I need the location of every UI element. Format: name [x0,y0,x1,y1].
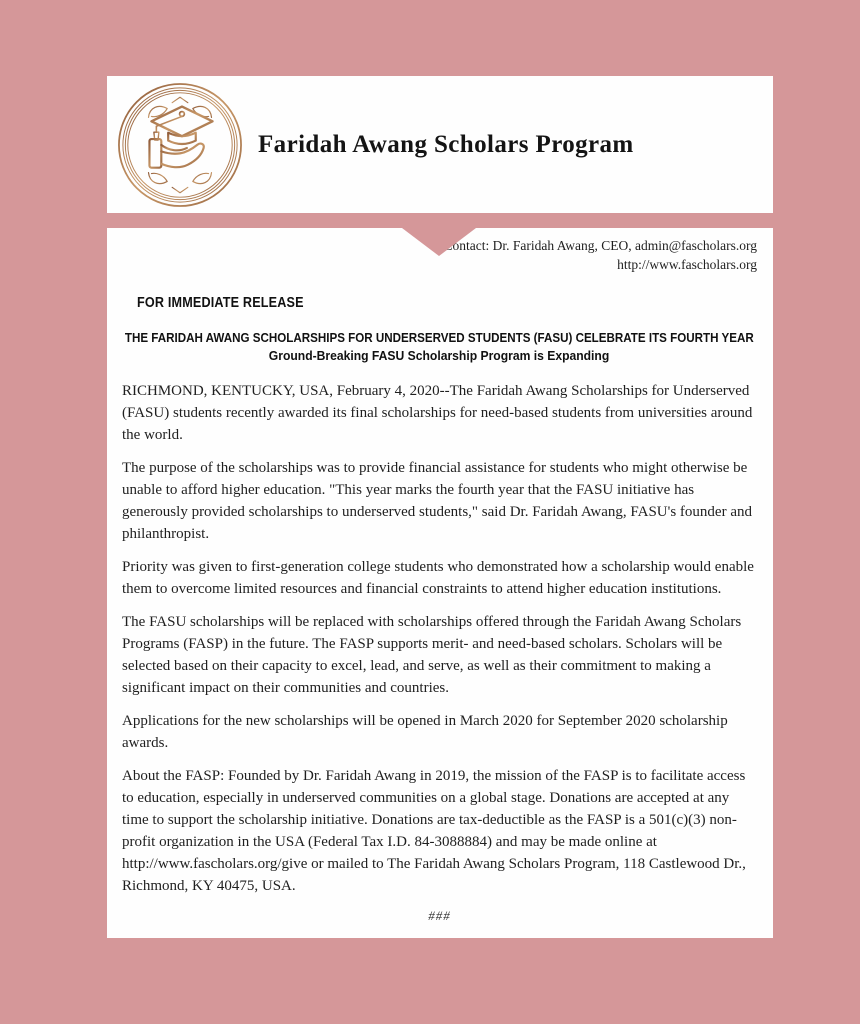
subheadline: Ground-Breaking FASU Scholarship Program is Expanding [269,348,610,363]
end-mark: ### [428,908,451,923]
headline: THE FARIDAH AWANG SCHOLARSHIPS FOR UNDERSERVED STUDENTS (FASU) CELEBRATE ITS FOURTH YEAR [125,330,754,345]
paragraph-dateline: RICHMOND, KENTUCKY, USA, February 4, 2020--The Faridah Awang Scholarships for Underserved (FASU) students recently awarded its final scholarships for need-based students from universities around the world. [122,383,753,443]
graduation-cap-hand-logo-icon [116,81,244,209]
program-title: Faridah Awang Scholars Program [258,130,634,158]
paragraph-fasp-transition: The FASU scholarships will be replaced with scholarships offered through the Faridah Awang Scholars Programs (FASP) in the future. The FASP supports merit- and need-based scholars. Scholars will be selected based on their capacity to excel, lead, and serve, as well as their commitment to making a significant impact on their communities and countries. [122,614,742,696]
release-label: FOR IMMEDIATE RELEASE [137,295,304,311]
paragraph-about: About the FASP: Founded by Dr. Faridah Awang in 2019, the mission of the FASP is to facilitate access to education, especially in underserved communities on a global stage. Donations are accepted at any time to support the scholarship initiative. Donations are tax-deductible as the FASP is a 501(c)(3) non-profit organization in the USA (Federal Tax I.D. 84-3088884) and may be made online at http://www.fascholars.org/give or mailed to The Faridah Awang Scholars Program, 118 Castlewood Dr., Richmond, KY 40475, USA. [122,768,746,894]
paragraph-applications: Applications for the new scholarships will be opened in March 2020 for September 2020 scholarship awards. [122,713,728,751]
press-body [122,380,757,897]
paragraph-priority: Priority was given to first-generation college students who demonstrated how a scholarship would enable them to overcome limited resources and financial constraints to attend higher education institutions. [122,559,754,597]
contact-line: Contact: Dr. Faridah Awang, CEO, admin@fascholars.org [443,238,757,253]
contact-url: http://www.fascholars.org [617,257,757,272]
card-notch-triangle-icon [402,228,476,256]
header-card [107,76,773,213]
paragraph-purpose: The purpose of the scholarships was to provide financial assistance for students who might otherwise be unable to afford higher education. "This year marks the fourth year that the FASU initiative has generously provided scholarships to underserved students," said Dr. Faridah Awang, FASU's founder and philanthropist. [122,460,752,542]
press-release-card [107,228,773,938]
